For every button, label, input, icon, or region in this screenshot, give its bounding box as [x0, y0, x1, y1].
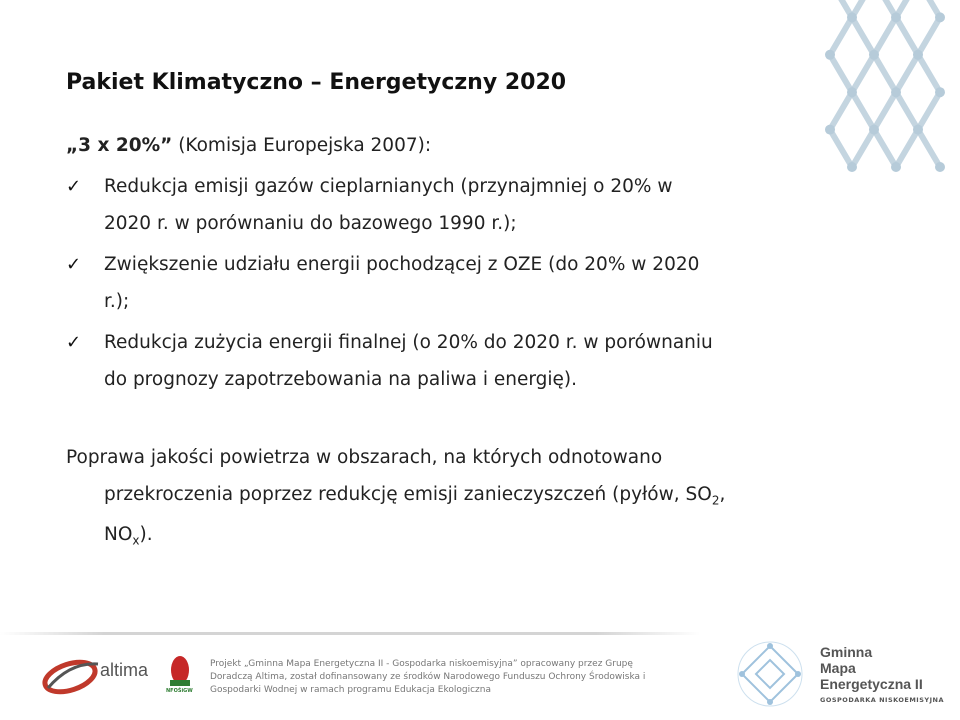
intro-line	[66, 135, 431, 156]
network-node	[891, 87, 901, 97]
network-node	[869, 50, 879, 60]
network-node	[891, 162, 901, 172]
brand-line1: Gminna	[820, 644, 873, 660]
bullet-3-line2: do prognozy zapotrzebowania na paliwa i energię).	[104, 369, 578, 390]
network-link	[830, 55, 852, 92]
bullet-3-line1: Redukcja zużycia energii finalnej (o 20% do 2020 r. w porównaniu	[104, 332, 713, 353]
intro-bold: „3 x 20%”	[66, 135, 173, 156]
network-node	[891, 12, 901, 22]
network-node	[869, 125, 879, 135]
network-node	[825, 125, 835, 135]
network-link	[852, 92, 874, 129]
network-link	[874, 92, 896, 129]
network-node	[913, 50, 923, 60]
check-icon: ✓	[66, 332, 82, 353]
network-node	[935, 12, 945, 22]
network-node	[935, 162, 945, 172]
network-link	[874, 130, 896, 167]
network-node	[935, 87, 945, 97]
bullet-1-line1: Redukcja emisji gazów cieplarnianych (przynajmniej o 20% w	[104, 176, 673, 197]
network-link	[874, 55, 896, 92]
bullet-2-line2: r.);	[104, 291, 130, 312]
network-node	[847, 162, 857, 172]
check-icon: ✓	[66, 176, 82, 197]
network-link	[918, 55, 940, 92]
brand-title	[820, 644, 923, 692]
altima-logo-icon	[41, 657, 98, 698]
paragraph-line1: Poprawa jakości powietrza w obszarach, na których odnotowano	[66, 447, 663, 468]
check-icon: ✓	[66, 254, 82, 275]
nfosigw-logo-icon	[170, 656, 190, 686]
network-link	[896, 130, 918, 167]
altima-label: altima	[100, 660, 149, 680]
network-link	[830, 130, 852, 167]
network-link	[918, 17, 940, 54]
slide-title: Pakiet Klimatyczno – Energetyczny 2020	[66, 70, 567, 95]
network-link	[852, 130, 874, 167]
gminna-mapa-logo-icon	[738, 642, 802, 706]
subscript-x: x	[132, 533, 140, 548]
paragraph-line2: przekroczenia poprzez redukcję emisji zanieczyszczeń (pyłów, $SO_2$,	[104, 484, 726, 508]
subscript-2: 2	[711, 493, 720, 508]
bullet-1-line2: 2020 r. w porównaniu do bazowego 1990 r.);	[104, 213, 517, 234]
network-node	[825, 50, 835, 60]
network-link	[874, 17, 896, 54]
bullet-2-line1: Zwiększenie udziału energii pochodzącej z OZE (do 20% w 2020	[104, 254, 700, 275]
network-link	[896, 55, 918, 92]
network-node	[847, 12, 857, 22]
brand-subtitle: GOSPODARKA NISKOEMISYJNA	[820, 696, 945, 704]
network-link	[852, 55, 874, 92]
paragraph-line3: $NO_x$).	[104, 524, 153, 548]
network-link	[918, 92, 940, 129]
network-link	[830, 17, 852, 54]
network-link	[852, 17, 874, 54]
brand-line3: Energetyczna II	[820, 676, 923, 692]
nfosigw-label: NFOŚiGW	[166, 688, 193, 694]
network-link	[918, 130, 940, 167]
network-link	[896, 92, 918, 129]
network-node	[913, 125, 923, 135]
network-node	[847, 87, 857, 97]
network-link	[896, 17, 918, 54]
intro-rest: (Komisja Europejska 2007):	[178, 135, 432, 156]
brand-line2: Mapa	[820, 660, 856, 676]
footer-divider	[0, 632, 700, 635]
footer-text: Projekt „Gminna Mapa Energetyczna II - Gospodarka niskoemisyjna” opracowany przez Grupę Doradczą Altima, został dofinansowany ze środków Narodowego Funduszu Ochrony Środowiska i Gospodarki Wodnej w ramach programu Edukacja Ekologiczna	[210, 659, 646, 695]
network-link	[830, 92, 852, 129]
